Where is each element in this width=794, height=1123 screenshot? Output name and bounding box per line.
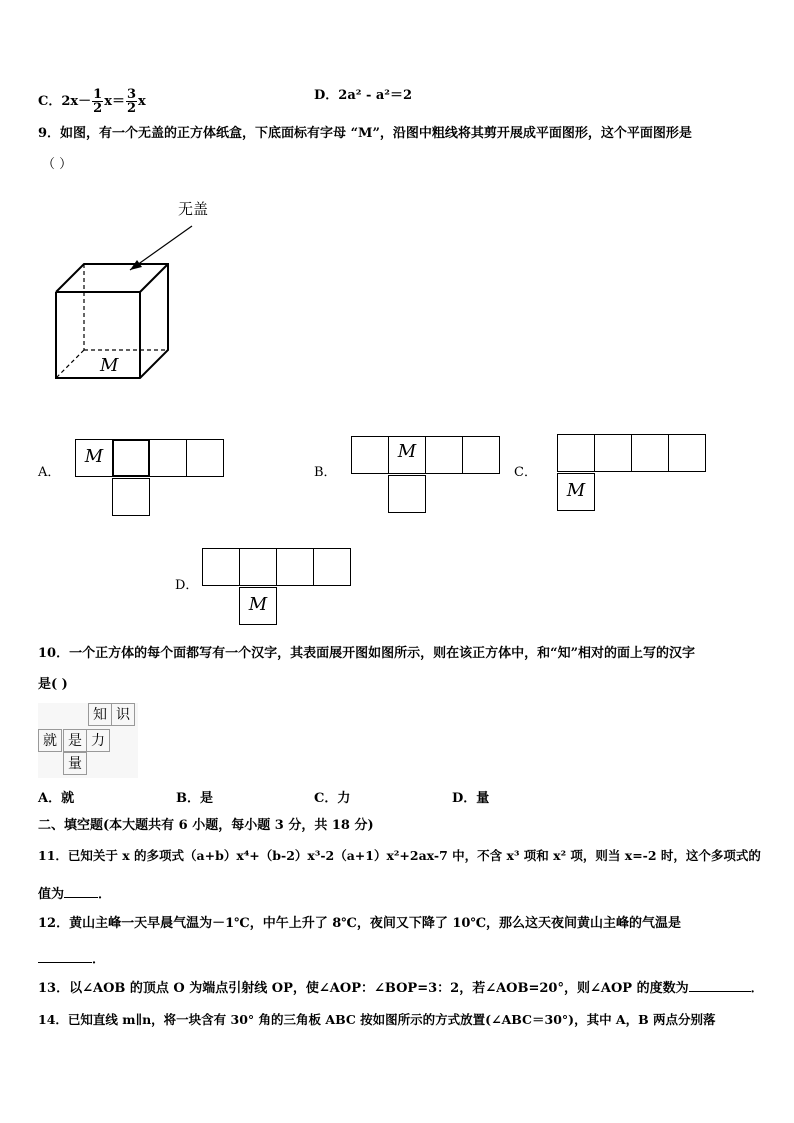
q8-c-label: C． — [38, 94, 62, 109]
cube-face-letter: M — [100, 355, 119, 376]
q10-option-c: C．力 — [314, 791, 351, 806]
net-d-cell — [202, 548, 240, 586]
q9-option-b-label: B． — [314, 465, 337, 480]
q11-pre: 值为 — [38, 887, 65, 902]
net-a-cell — [186, 439, 224, 477]
q8-c-f1-num: 1 — [93, 87, 103, 102]
q9-stem: 9．如图，有一个无盖的正方体纸盒，下底面标有字母 “M”，沿图中粗线将其剪开展成平面图形，这个平面图形是 — [38, 126, 692, 141]
q8-c-f2-den: 2 — [126, 101, 137, 116]
net-c-cell — [668, 434, 706, 472]
q13-answer-blank[interactable] — [689, 979, 751, 992]
net-char-liang: 量 — [63, 752, 87, 775]
q11-line-2 — [38, 885, 111, 903]
q13-post: ． — [750, 981, 764, 996]
open-cube-figure — [50, 220, 200, 385]
net-char-li: 力 — [86, 729, 110, 752]
net-d-cell — [239, 587, 277, 625]
net-c-cell — [594, 434, 632, 472]
q8-c-rhs: x — [138, 94, 146, 109]
net-c-cell — [557, 473, 595, 511]
net-a-cell — [112, 478, 150, 516]
q12-line-2 — [38, 950, 105, 968]
q12-line-1: 12．黄山主峰一天早晨气温为－1℃，中午上升了 8℃，夜间又下降了 10℃，那么这天夜间黄山主峰的气温是 — [38, 916, 682, 931]
q14-line-1: 14．已知直线 m∥n，将一块含有 30° 角的三角板 ABC 按如图所示的方式放置(∠ABC＝30°)，其中 A，B 两点分别落 — [38, 1012, 716, 1027]
q8-c-f1-den: 2 — [93, 101, 103, 116]
net-b-cell — [351, 436, 389, 474]
q9-option-a-label: A． — [38, 465, 61, 480]
q9-option-d-label: D． — [175, 578, 199, 593]
q10-stem-2: 是( ) — [38, 677, 68, 692]
net-c-cell — [557, 434, 595, 472]
q8-option-c — [38, 88, 146, 115]
net-a-cell — [149, 439, 187, 477]
q8-option-d: D．2a² - a²＝2 — [314, 88, 413, 103]
net-b-cell — [388, 475, 426, 513]
net-d-letter: M — [248, 594, 268, 615]
cube-label-no-lid: 无盖 — [178, 200, 209, 218]
section-2-heading: 二、填空题(本大题共有 6 小题，每小题 3 分，共 18 分) — [38, 818, 374, 833]
net-d-cell — [239, 548, 277, 586]
net-char-shi: 识 — [111, 703, 135, 726]
q10-stem: 10．一个正方体的每个面都写有一个汉字，其表面展开图如图所示，则在该正方体中，和“知”相对的面上写的汉字 — [38, 646, 696, 661]
q10-net-figure — [38, 703, 138, 778]
q12-answer-blank[interactable] — [38, 950, 92, 963]
net-a-cell — [75, 439, 113, 477]
net-b-letter: M — [397, 441, 417, 462]
q11-answer-blank[interactable] — [64, 885, 98, 898]
q9-paren: （ ） — [42, 157, 73, 172]
q10-option-d: D．量 — [452, 791, 490, 806]
net-c-cell — [631, 434, 669, 472]
q10-option-a: A．就 — [38, 791, 75, 806]
q10-option-b: B．是 — [176, 791, 213, 806]
net-char-jiu: 就 — [38, 729, 62, 752]
q8-c-lhs: 2x－ — [61, 94, 92, 109]
q11-line-1: 11．已知关于 x 的多项式（a+b）x⁴+（b-2）x³-2（a+1）x²+2ax-7 中，不含 x³ 项和 x² 项，则当 x=-2 时，这个多项式的 — [38, 848, 761, 863]
net-a-letter: M — [84, 446, 104, 467]
q8-c-f2-num: 3 — [126, 87, 137, 102]
q13-line — [38, 979, 764, 997]
net-b-cell — [388, 436, 426, 474]
net-char-shi2: 是 — [63, 729, 87, 752]
net-char-zhi: 知 — [88, 703, 112, 726]
net-b-cell — [462, 436, 500, 474]
q8-c-fraction-2 — [126, 88, 137, 115]
net-a-cell — [112, 439, 150, 477]
net-d-cell — [276, 548, 314, 586]
q9-option-c-label: C． — [514, 465, 537, 480]
q8-c-mid: x＝ — [104, 94, 125, 109]
q13-pre: 13．以∠AOB 的顶点 O 为端点引射线 OP，使∠AOP：∠BOP=3：2，若∠AOB=20°，则∠AOP 的度数为 — [38, 981, 689, 996]
net-d-cell — [313, 548, 351, 586]
q8-c-fraction-1 — [92, 88, 103, 115]
net-c-letter: M — [566, 480, 586, 501]
q12-post: ． — [92, 952, 106, 967]
net-b-cell — [425, 436, 463, 474]
q11-post: ． — [98, 887, 112, 902]
